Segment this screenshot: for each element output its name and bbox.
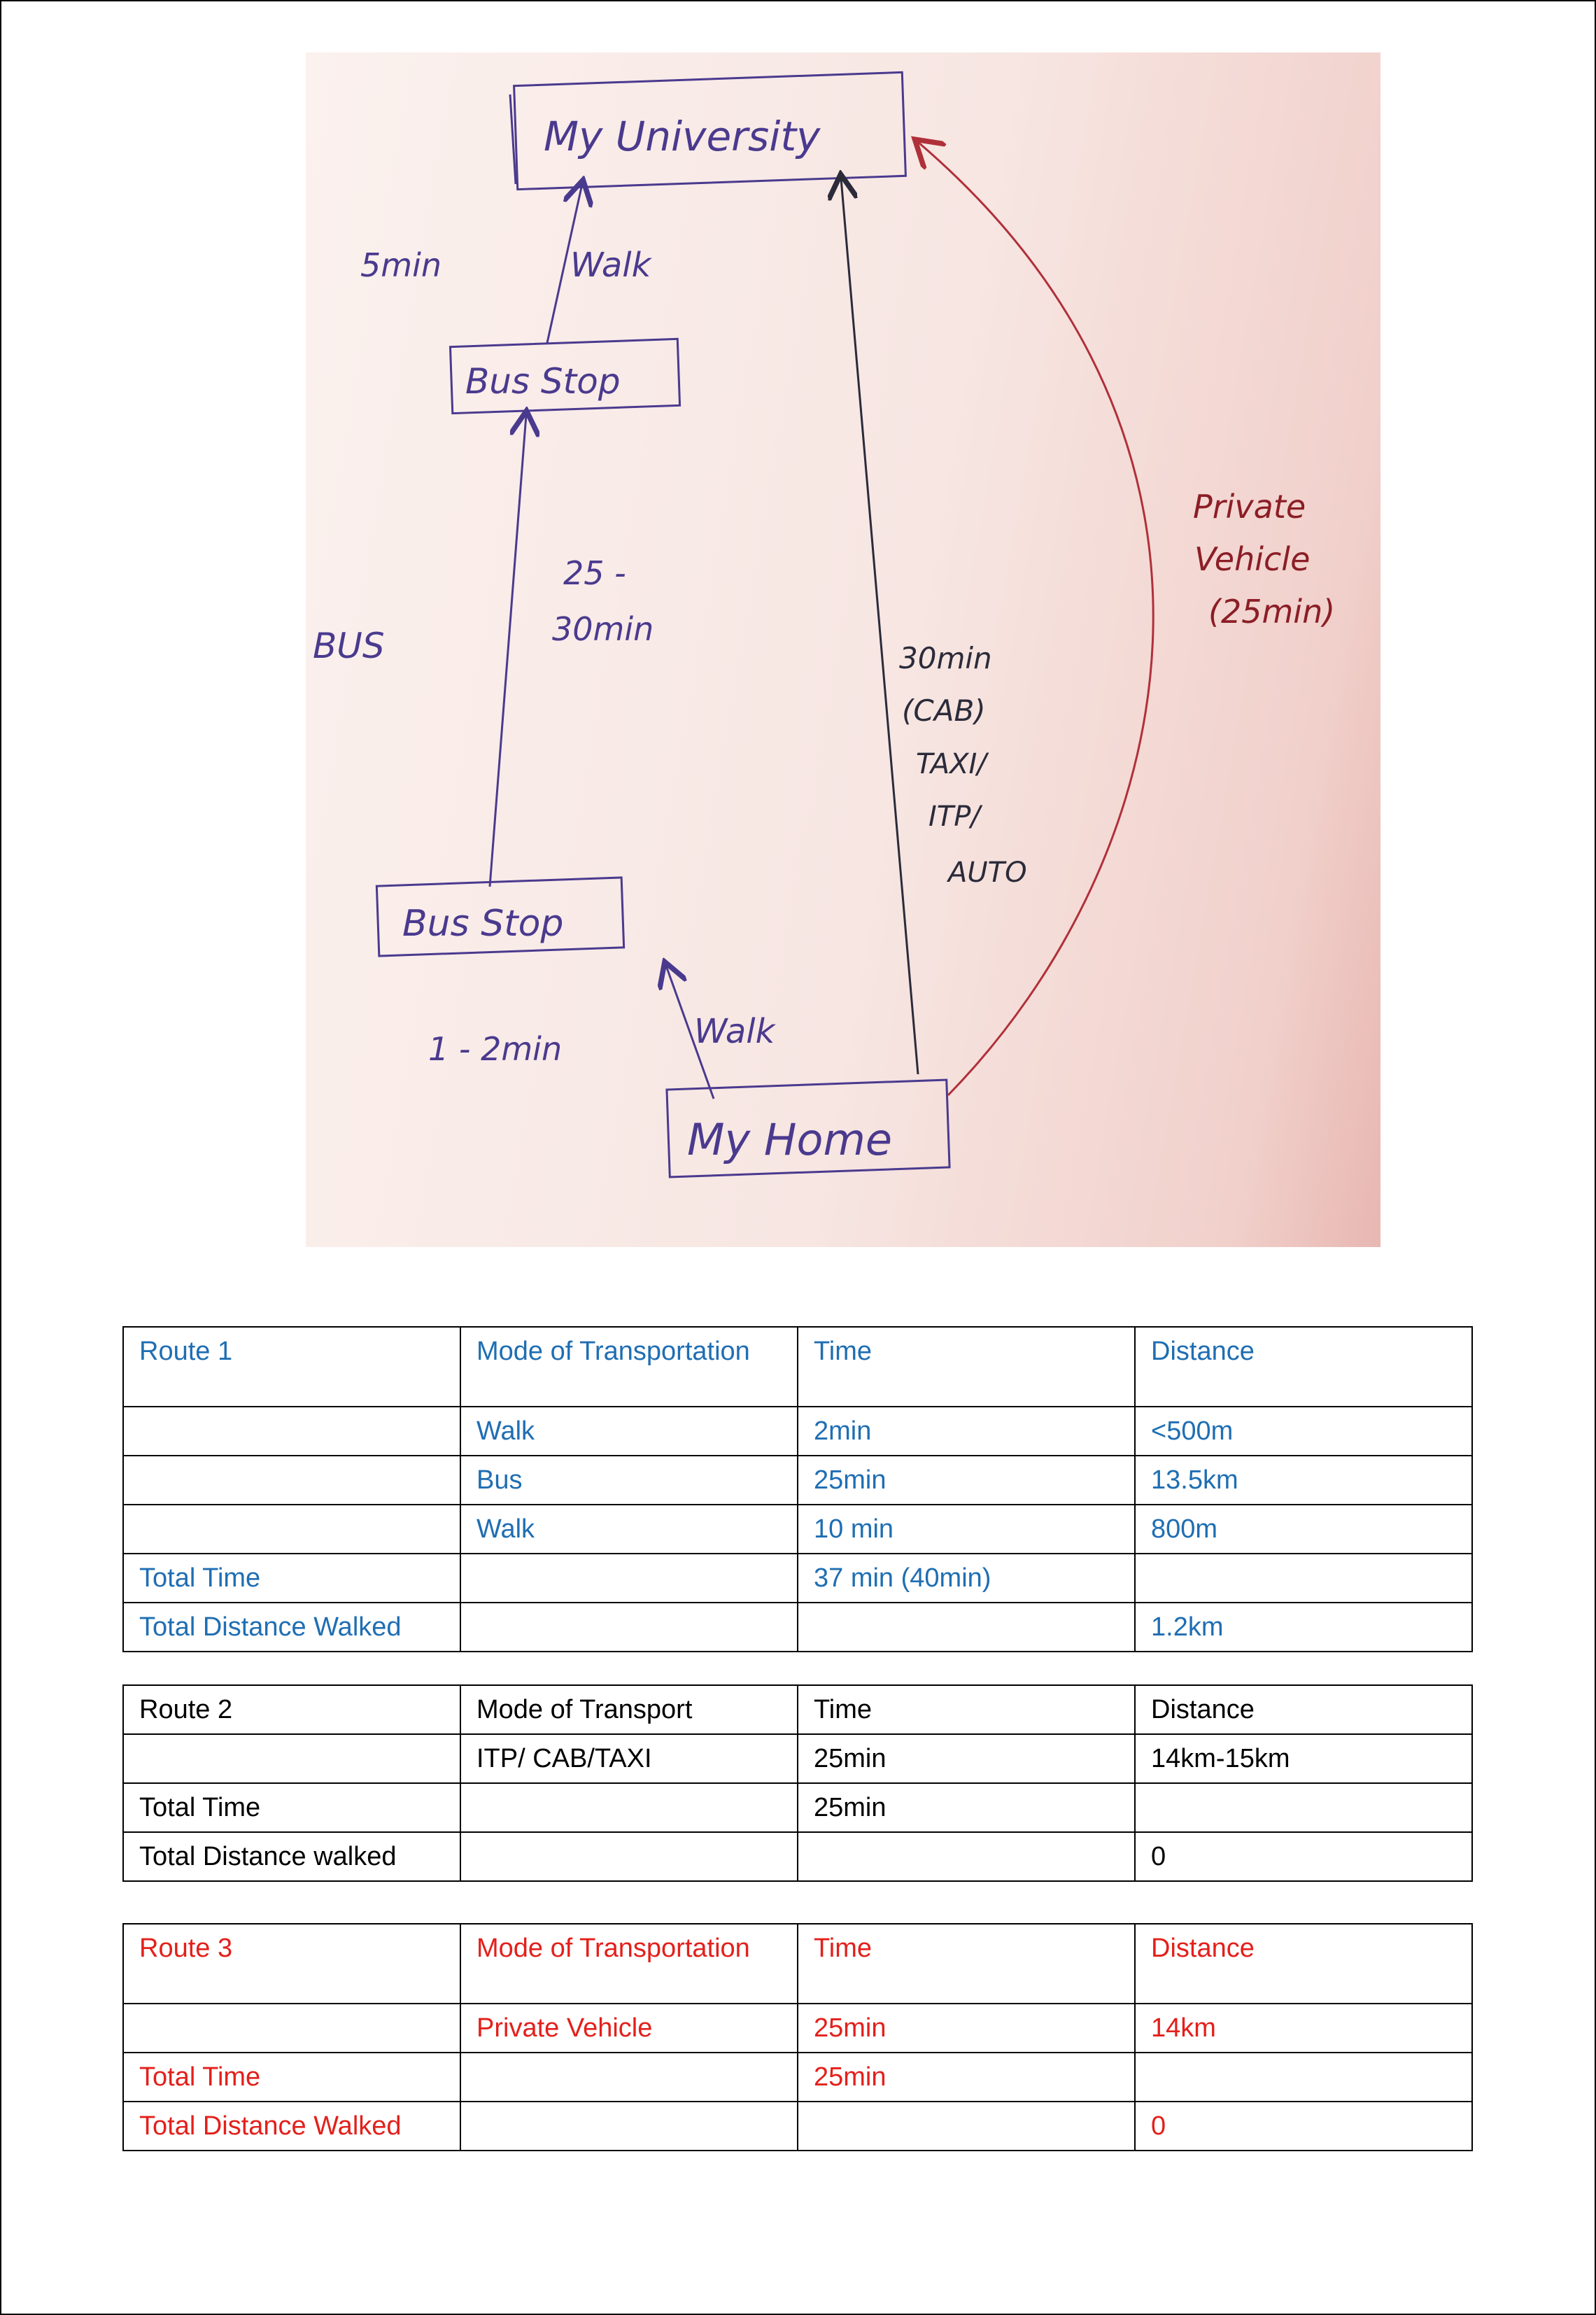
table-cell (123, 1505, 460, 1554)
table-cell: 10 min (798, 1505, 1135, 1554)
table-row (123, 1832, 1472, 1881)
table-row (123, 1407, 1472, 1456)
table-cell: Distance (1135, 1685, 1472, 1734)
table-cell (798, 1832, 1135, 1881)
label-private-1: Private (1193, 488, 1306, 526)
table-cell: 2min (798, 1407, 1135, 1456)
table-cell (1135, 1783, 1472, 1832)
label-cab-5: AUTO (948, 857, 1027, 889)
node-home-label: My Home (687, 1114, 892, 1165)
label-private-2: Vehicle (1194, 540, 1311, 578)
table-cell (798, 2102, 1135, 2151)
table-row (123, 2053, 1472, 2102)
table-cell (123, 1456, 460, 1505)
table-cell (123, 2004, 460, 2053)
table-cell: Route 1 (123, 1327, 460, 1407)
label-cab-3: TAXI/ (916, 748, 987, 780)
label-bus-mode: BUS (313, 626, 385, 666)
node-bus-stop-upper-label: Bus Stop (465, 361, 621, 402)
table-row (123, 1554, 1472, 1603)
edge-bus (490, 415, 526, 887)
table-cell: Time (798, 1924, 1135, 2004)
table-cell: Mode of Transportation (460, 1327, 798, 1407)
table-cell (460, 2053, 798, 2102)
table-header-row (123, 1685, 1472, 1734)
table-cell: 37 min (40min) (798, 1554, 1135, 1603)
table-cell: Distance (1135, 1924, 1472, 2004)
table-cell: 800m (1135, 1505, 1472, 1554)
table-cell: Mode of Transportation (460, 1924, 798, 2004)
table-row (123, 2004, 1472, 2053)
table-cell (123, 1407, 460, 1456)
table-cell: 0 (1135, 2102, 1472, 2151)
table-cell: ITP/ CAB/TAXI (460, 1734, 798, 1783)
table-cell: <500m (1135, 1407, 1472, 1456)
table-cell (460, 2102, 798, 2151)
label-walk-top: Walk (570, 246, 651, 285)
route2-table (122, 1684, 1473, 1882)
label-private-3: (25min) (1208, 593, 1336, 631)
table-cell: Bus (460, 1456, 798, 1505)
table-cell: Time (798, 1327, 1135, 1407)
table-cell (1135, 2053, 1472, 2102)
table-cell: Distance (1135, 1327, 1472, 1407)
table-row (123, 2102, 1472, 2151)
label-cab-2: (CAB) (902, 694, 986, 728)
label-bus-time-2: 30min (552, 610, 654, 648)
label-cab-4: ITP/ (928, 801, 980, 833)
table-cell: 1.2km (1135, 1603, 1472, 1652)
table-cell: 25min (798, 1783, 1135, 1832)
edge-cab (841, 178, 918, 1074)
table-cell: 25min (798, 2004, 1135, 2053)
table-cell: Route 2 (123, 1685, 460, 1734)
table-cell (123, 1734, 460, 1783)
table-cell (460, 1554, 798, 1603)
table-cell: Total Time (123, 2053, 460, 2102)
table-row (123, 1505, 1472, 1554)
table-cell: Time (798, 1685, 1135, 1734)
node-bus-stop-lower-label: Bus Stop (402, 903, 564, 945)
table-header-row (123, 1327, 1472, 1407)
table-cell: 25min (798, 1456, 1135, 1505)
table-row (123, 1603, 1472, 1652)
table-cell: 14km-15km (1135, 1734, 1472, 1783)
table-cell (1135, 1554, 1472, 1603)
table-cell: 14km (1135, 2004, 1472, 2053)
table-cell (798, 1603, 1135, 1652)
table-cell: Mode of Transport (460, 1685, 798, 1734)
table-cell: Total Time (123, 1554, 460, 1603)
table-cell: 25min (798, 2053, 1135, 2102)
label-walk-top-time: 5min (360, 246, 442, 284)
label-walk-bottom: Walk (694, 1012, 775, 1051)
label-bus-time-1: 25 - (563, 554, 626, 592)
handdrawn-route-diagram (306, 52, 1380, 1247)
table-cell: Total Distance Walked (123, 2102, 460, 2151)
route3-table (122, 1923, 1473, 2151)
table-cell (460, 1783, 798, 1832)
table-cell: 13.5km (1135, 1456, 1472, 1505)
table-row (123, 1456, 1472, 1505)
table-cell: Total Distance walked (123, 1832, 460, 1881)
table-cell (460, 1832, 798, 1881)
table-cell (460, 1603, 798, 1652)
node-university-label: My University (544, 113, 821, 160)
edge-private-vehicle (918, 142, 1153, 1095)
table-cell: Walk (460, 1407, 798, 1456)
table-cell: Walk (460, 1505, 798, 1554)
label-cab-1: 30min (899, 641, 992, 675)
route1-table (122, 1326, 1473, 1652)
table-cell: Total Time (123, 1783, 460, 1832)
table-header-row (123, 1924, 1472, 2004)
table-cell: Private Vehicle (460, 2004, 798, 2053)
table-cell: 25min (798, 1734, 1135, 1783)
table-cell: Total Distance Walked (123, 1603, 460, 1652)
label-walk-bottom-time: 1 - 2min (428, 1030, 563, 1068)
table-row (123, 1783, 1472, 1832)
table-cell: 0 (1135, 1832, 1472, 1881)
table-row (123, 1734, 1472, 1783)
table-cell: Route 3 (123, 1924, 460, 2004)
